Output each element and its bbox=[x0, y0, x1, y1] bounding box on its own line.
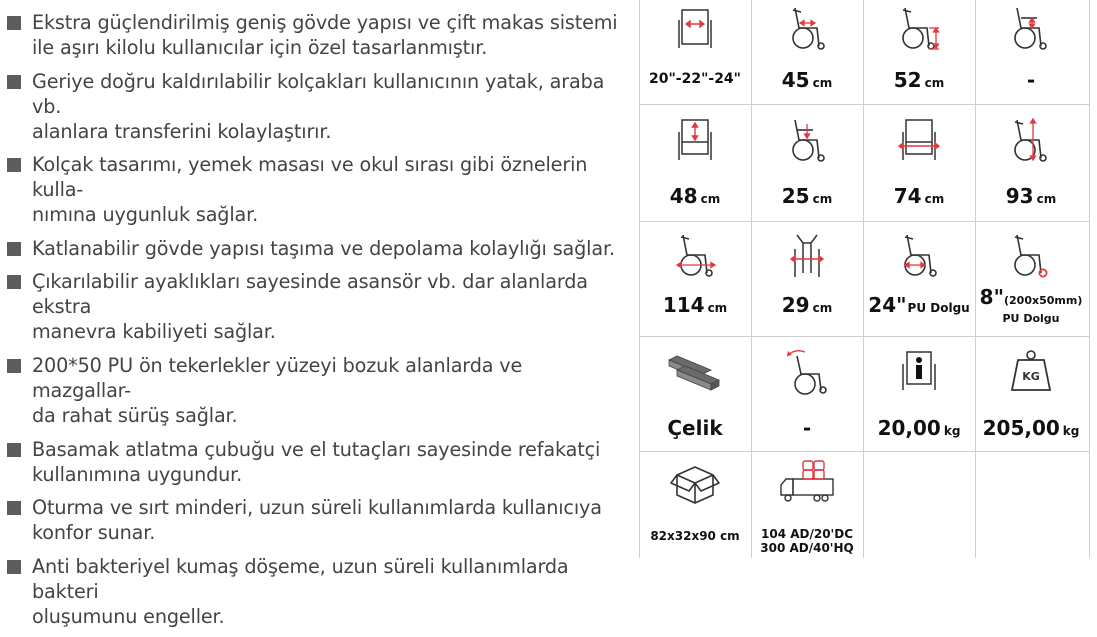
feature-item bbox=[6, 437, 621, 487]
total-height-unit: cm bbox=[1036, 192, 1057, 206]
feature-text: Kolçak tasarımı, yemek masası ve okul sırası gibi öznelerin kulla- nımına uygunluk sağlar. bbox=[32, 153, 588, 227]
seat-height-icon bbox=[889, 4, 949, 60]
feature-text: 200*50 PU ön tekerlekler yüzeyi bozuk alanlarda ve mazgallar- da rahat sürüş sağlar. bbox=[32, 353, 523, 427]
armrest-height-number: - bbox=[1026, 68, 1036, 92]
feature-text: Anti bakteriyel kumaş döşeme, uzun süreli kullanımlarda bakteri oluşumunu engeller. bbox=[32, 554, 569, 628]
grid-line bbox=[863, 0, 864, 558]
product-weight-number: 20,00 bbox=[877, 416, 941, 440]
recline-icon bbox=[777, 346, 837, 402]
total-length-icon bbox=[665, 231, 725, 287]
spec-total-height bbox=[977, 106, 1085, 220]
max-load-unit: kg bbox=[1062, 424, 1080, 438]
front-wheel-icon bbox=[1001, 231, 1061, 287]
grid-line bbox=[751, 0, 752, 558]
folded-width-icon bbox=[777, 231, 837, 287]
total-width-number: 74 bbox=[893, 184, 922, 208]
spec-recline bbox=[753, 338, 861, 450]
steel-profile-icon bbox=[665, 346, 725, 402]
grid-line bbox=[639, 0, 640, 558]
total-height-number: 93 bbox=[1005, 184, 1034, 208]
feature-text: Geriye doğru kaldırılabilir kolçakları kullanıcının yatak, araba vb. alanlara transferini kolaylaştırır. bbox=[32, 69, 605, 143]
product-weight-icon bbox=[889, 346, 949, 402]
total-height-icon bbox=[1001, 116, 1061, 172]
box-icon bbox=[665, 459, 725, 515]
backrest-height-unit: cm bbox=[700, 192, 721, 206]
seat-height-unit: cm bbox=[924, 76, 945, 90]
front-wheel-size: (200x50mm) bbox=[1004, 294, 1083, 307]
spec-max-load bbox=[977, 338, 1085, 450]
spec-seat-depth bbox=[753, 0, 861, 104]
bullet-icon bbox=[7, 242, 21, 256]
feature-item bbox=[6, 236, 621, 261]
total-height-value bbox=[977, 184, 1085, 208]
svg-text:KG: KG bbox=[1022, 370, 1040, 383]
armrest-to-seat-unit: cm bbox=[812, 192, 833, 206]
spec-product-weight bbox=[865, 338, 973, 450]
product-weight-value bbox=[865, 416, 973, 440]
feature-item bbox=[6, 69, 621, 144]
seat-height-value bbox=[865, 68, 973, 92]
seat-depth-icon bbox=[777, 4, 837, 60]
backrest-height-icon bbox=[665, 116, 725, 172]
product-weight-unit: kg bbox=[943, 424, 961, 438]
total-length-number: 114 bbox=[662, 293, 705, 317]
spec-armrest-to-seat bbox=[753, 106, 861, 220]
feature-text: Ekstra güçlendirilmiş geniş gövde yapısı ve çift makas sistemi ile aşırı kilolu kullanıcılar için özel tasarlanmıştır. bbox=[32, 11, 618, 59]
container-value bbox=[753, 527, 861, 555]
total-width-unit: cm bbox=[924, 192, 945, 206]
seat-depth-unit: cm bbox=[812, 76, 833, 90]
rear-wheel-number: 24" bbox=[868, 293, 907, 317]
seat-width-value: 20"-22"-24" bbox=[649, 71, 741, 87]
front-wheel-number: 8" bbox=[979, 285, 1004, 309]
seat-depth-value bbox=[753, 68, 861, 92]
container-40-value: 300 AD/40'HQ bbox=[760, 541, 854, 555]
armrest-height-icon bbox=[1001, 4, 1061, 60]
front-wheel-value bbox=[977, 285, 1085, 327]
grid-line bbox=[1089, 0, 1090, 558]
max-load-icon bbox=[1001, 346, 1061, 402]
box-size-value: 82x32x90 cm bbox=[650, 529, 740, 543]
front-wheel-type: PU Dolgu bbox=[1002, 312, 1060, 325]
seat-depth-number: 45 bbox=[781, 68, 810, 92]
feature-text: Basamak atlatma çubuğu ve el tutaçları sayesinde refakatçi kullanımına uygundur. bbox=[32, 437, 601, 486]
feature-item bbox=[6, 554, 621, 629]
armrest-height-value bbox=[977, 68, 1085, 92]
feature-list bbox=[6, 10, 621, 637]
feature-text: Çıkarılabilir ayaklıkları sayesinde asansör vb. dar alanlarda ekstra manevra kabiliyeti sağlar. bbox=[32, 270, 588, 344]
spec-seat-height bbox=[865, 0, 973, 104]
spec-front-wheel bbox=[977, 223, 1085, 335]
backrest-height-value bbox=[641, 184, 749, 208]
feature-item bbox=[6, 353, 621, 428]
spec-box-size bbox=[641, 453, 749, 558]
total-width-icon bbox=[889, 116, 949, 172]
grid-line bbox=[639, 336, 1090, 337]
total-length-unit: cm bbox=[707, 301, 728, 315]
recline-value: - bbox=[802, 416, 812, 440]
grid-line bbox=[639, 221, 1090, 222]
feature-item bbox=[6, 152, 621, 227]
total-width-value bbox=[865, 184, 973, 208]
feature-item bbox=[6, 10, 621, 60]
armrest-to-seat-number: 25 bbox=[781, 184, 810, 208]
bullet-icon bbox=[7, 275, 21, 289]
grid-line bbox=[639, 104, 1090, 105]
spec-seat-width bbox=[641, 0, 749, 104]
spec-armrest-height bbox=[977, 0, 1085, 104]
armrest-to-seat-icon bbox=[777, 116, 837, 172]
feature-text: Katlanabilir gövde yapısı taşıma ve depolama kolaylığı sağlar. bbox=[32, 236, 615, 260]
backrest-height-number: 48 bbox=[669, 184, 698, 208]
folded-width-number: 29 bbox=[781, 293, 810, 317]
bullet-icon bbox=[7, 443, 21, 457]
grid-line bbox=[975, 0, 976, 558]
max-load-number: 205,00 bbox=[982, 416, 1060, 440]
spec-container bbox=[753, 453, 861, 558]
spec-folded-width bbox=[753, 223, 861, 335]
total-length-value bbox=[641, 293, 749, 317]
rear-wheel-type: PU Dolgu bbox=[907, 301, 970, 315]
seat-width-icon bbox=[665, 4, 725, 60]
bullet-icon bbox=[7, 359, 21, 373]
bullet-icon bbox=[7, 16, 21, 30]
spec-table bbox=[639, 0, 1091, 558]
max-load-value bbox=[977, 416, 1085, 440]
feature-item bbox=[6, 495, 621, 545]
seat-height-number: 52 bbox=[893, 68, 922, 92]
grid-line bbox=[639, 451, 1090, 452]
spec-rear-wheel bbox=[865, 223, 973, 335]
feature-item bbox=[6, 269, 621, 344]
armrest-to-seat-value bbox=[753, 184, 861, 208]
container-20-value: 104 AD/20'DC bbox=[761, 527, 853, 541]
folded-width-value bbox=[753, 293, 861, 317]
spec-total-width bbox=[865, 106, 973, 220]
bullet-icon bbox=[7, 158, 21, 172]
spec-frame-material bbox=[641, 338, 749, 450]
spec-backrest-height bbox=[641, 106, 749, 220]
truck-icon bbox=[777, 457, 837, 513]
rear-wheel-value bbox=[865, 293, 973, 317]
spec-total-length bbox=[641, 223, 749, 335]
frame-material-value: Çelik bbox=[667, 416, 723, 440]
bullet-icon bbox=[7, 75, 21, 89]
rear-wheel-icon bbox=[889, 231, 949, 287]
folded-width-unit: cm bbox=[812, 301, 833, 315]
bullet-icon bbox=[7, 501, 21, 515]
feature-text: Oturma ve sırt minderi, uzun süreli kullanımlarda kullanıcıya konfor sunar. bbox=[32, 496, 602, 545]
